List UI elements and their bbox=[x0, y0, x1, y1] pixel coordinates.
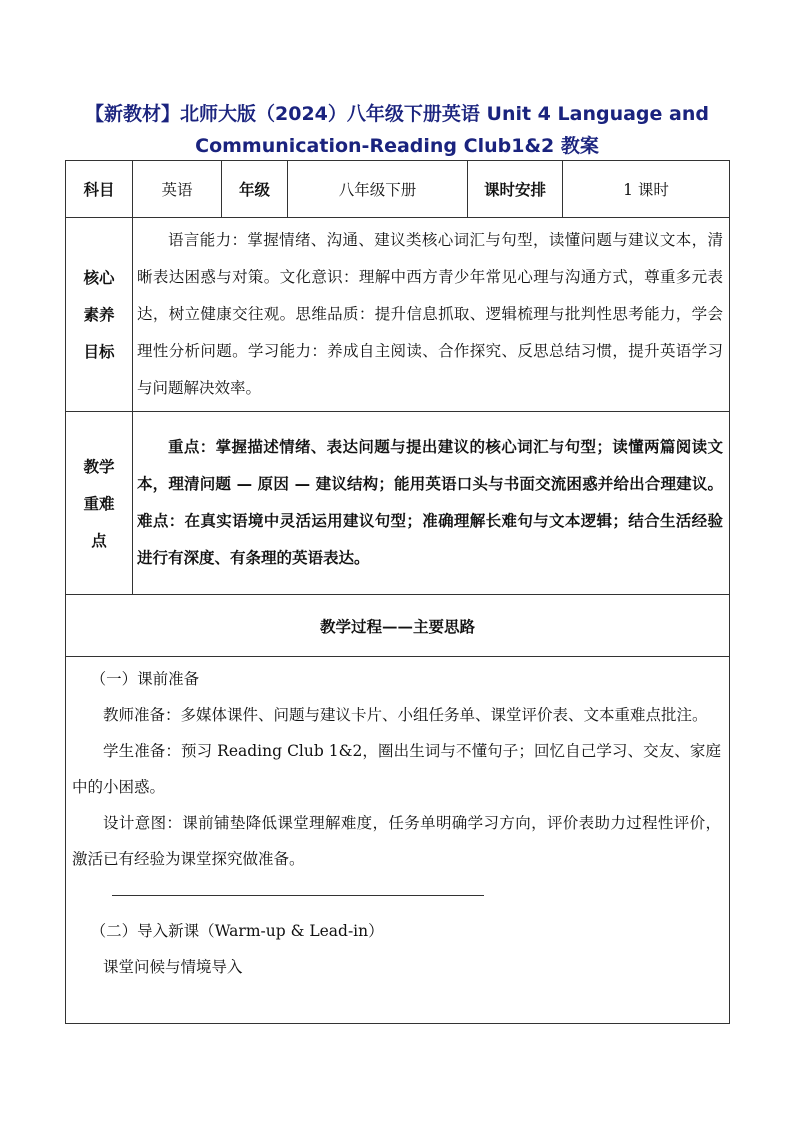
competency-label: 核心 素养 目标 bbox=[66, 218, 133, 412]
competency-row bbox=[66, 218, 730, 412]
lesson-plan-table bbox=[65, 160, 730, 1024]
greeting-step: 课堂问候与情境导入 bbox=[103, 958, 243, 976]
schedule-value: 1 课时 bbox=[563, 161, 730, 218]
process-body-row bbox=[66, 657, 730, 1024]
section-2-title: （二）导入新课（Warm-up & Lead-in） bbox=[90, 922, 384, 940]
title-line-1: 【新教材】北师大版（2024）八年级下册英语 Unit 4 Language and bbox=[85, 103, 709, 125]
competency-text: 语言能力：掌握情绪、沟通、建议类核心词汇与句型，读懂问题与建议文本，清晰表达困惑与对策。文化意识：理解中西方青少年常见心理与沟通方式，尊重多元表达，树立健康交往观。思维品质：提升信息抓取、逻辑梳理与批判性思考能力，学会理性分析问题。学习能力：养成自主阅读、合作探究、反思总结习惯，提升英语学习与问题解决效率。 bbox=[133, 218, 730, 412]
section-divider bbox=[112, 895, 484, 896]
section-1-title: （一）课前准备 bbox=[90, 670, 200, 688]
process-heading-row bbox=[66, 595, 730, 657]
subject-value: 英语 bbox=[133, 161, 222, 218]
title-line-2: Communication-Reading Club1&2 教案 bbox=[195, 135, 599, 157]
key-points-row bbox=[66, 412, 730, 595]
key-points-text: 重点：掌握描述情绪、表达问题与提出建议的核心词汇与句型；读懂两篇阅读文本，理清问题 — 原因 — 建议结构；能用英语口头与书面交流困惑并给出合理建议。难点：在真实语境中灵活运用建议句型；准确理解长难句与文本逻辑；结合生活经验进行有深度、有条理的英语表达。 bbox=[133, 412, 730, 595]
document-title bbox=[0, 98, 794, 162]
grade-value: 八年级下册 bbox=[288, 161, 468, 218]
process-heading: 教学过程——主要思路 bbox=[66, 595, 730, 657]
header-row bbox=[66, 161, 730, 218]
teacher-prep: 教师准备：多媒体课件、问题与建议卡片、小组任务单、课堂评价表、文本重难点批注。 bbox=[103, 706, 708, 724]
subject-label: 科目 bbox=[66, 161, 133, 218]
divider-row bbox=[72, 877, 721, 913]
process-body bbox=[66, 657, 730, 1024]
grade-label: 年级 bbox=[222, 161, 288, 218]
student-prep: 学生准备：预习 Reading Club 1&2，圈出生词与不懂句子；回忆自己学习、交友、家庭中的小困惑。 bbox=[72, 742, 721, 796]
schedule-label: 课时安排 bbox=[468, 161, 563, 218]
design-intent: 设计意图：课前铺垫降低课堂理解难度，任务单明确学习方向，评价表助力过程性评价，激活已有经验为课堂探究做准备。 bbox=[72, 814, 721, 868]
key-points-label: 教学 重难 点 bbox=[66, 412, 133, 595]
